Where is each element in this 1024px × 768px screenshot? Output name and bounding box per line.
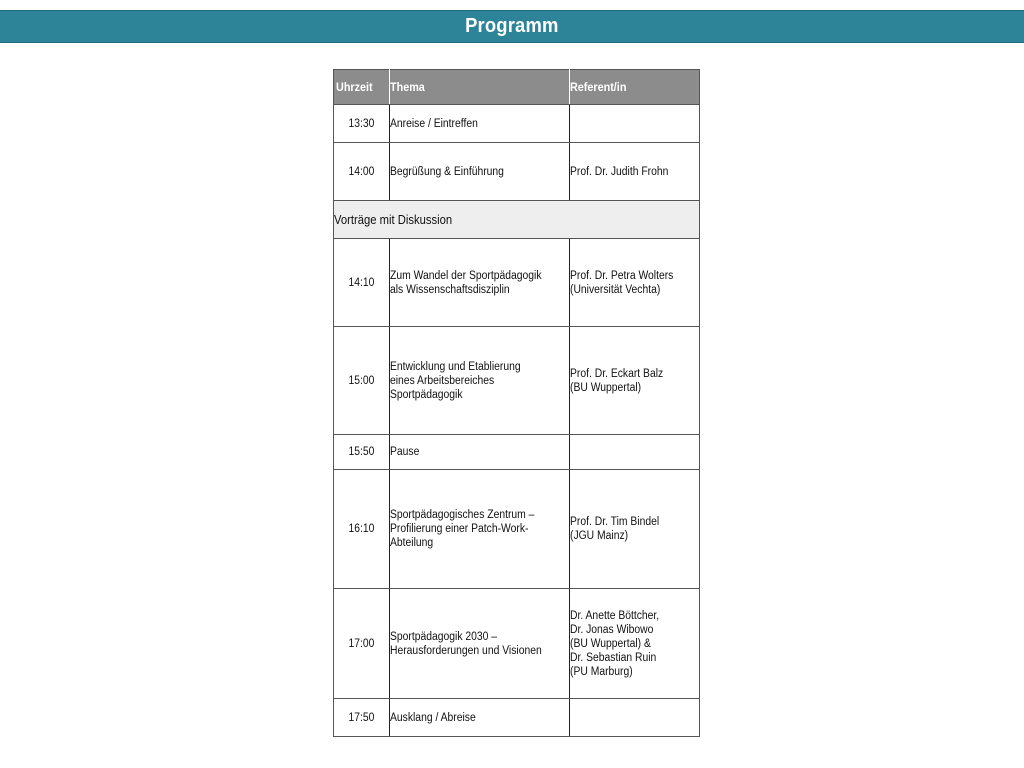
- table-row: [334, 470, 700, 589]
- time-cell: 13:30: [334, 105, 390, 143]
- time-cell: 16:10: [334, 470, 390, 589]
- speaker-cell: Prof. Dr. Tim Bindel (JGU Mainz): [570, 470, 700, 589]
- topic-cell: Sportpädagogisches Zentrum – Profilierung einer Patch-Work- Abteilung: [389, 470, 570, 589]
- speaker-cell: Prof. Dr. Petra Wolters (Universität Vechta): [570, 239, 700, 327]
- table-row: [334, 239, 700, 327]
- table-header-row: [334, 70, 700, 105]
- table-row: [334, 327, 700, 435]
- speaker-cell: [570, 105, 700, 143]
- time-cell: 17:00: [334, 589, 390, 699]
- section-heading: Vorträge mit Diskussion: [334, 201, 700, 239]
- time-cell: 15:00: [334, 327, 390, 435]
- program-table: [333, 69, 700, 737]
- speaker-cell: Prof. Dr. Eckart Balz (BU Wuppertal): [570, 327, 700, 435]
- title-bar: [0, 10, 1024, 43]
- speaker-cell: Dr. Anette Böttcher, Dr. Jonas Wibowo (BU Wuppertal) & Dr. Sebastian Ruin (PU Marburg): [570, 589, 700, 699]
- topic-cell: Ausklang / Abreise: [389, 699, 570, 737]
- table-row: [334, 105, 700, 143]
- topic-cell: Zum Wandel der Sportpädagogik als Wissenschaftsdisziplin: [389, 239, 570, 327]
- header-speaker: Referent/in: [570, 70, 700, 105]
- page-title: Programm: [465, 15, 559, 37]
- section-row: [334, 201, 700, 239]
- table-row: [334, 589, 700, 699]
- speaker-cell: [570, 435, 700, 470]
- time-cell: 14:10: [334, 239, 390, 327]
- table-row: [334, 143, 700, 201]
- topic-cell: Pause: [389, 435, 570, 470]
- topic-cell: Anreise / Eintreffen: [389, 105, 570, 143]
- header-topic: Thema: [389, 70, 570, 105]
- speaker-cell: Prof. Dr. Judith Frohn: [570, 143, 700, 201]
- topic-cell: Begrüßung & Einführung: [389, 143, 570, 201]
- header-time: Uhrzeit: [334, 70, 390, 105]
- topic-cell: Sportpädagogik 2030 – Herausforderungen und Visionen: [389, 589, 570, 699]
- speaker-cell: [570, 699, 700, 737]
- time-cell: 15:50: [334, 435, 390, 470]
- time-cell: 14:00: [334, 143, 390, 201]
- topic-cell: Entwicklung und Etablierung eines Arbeitsbereiches Sportpädagogik: [389, 327, 570, 435]
- table-row: [334, 435, 700, 470]
- time-cell: 17:50: [334, 699, 390, 737]
- table-row: [334, 699, 700, 737]
